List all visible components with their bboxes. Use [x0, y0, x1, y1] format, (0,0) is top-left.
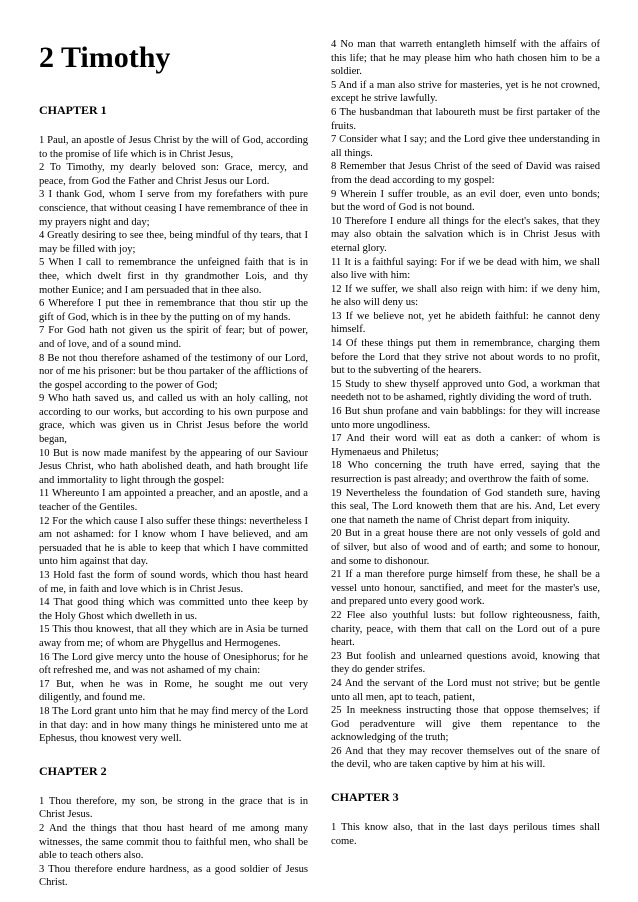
chapter-heading: CHAPTER 3: [331, 790, 399, 805]
chapter-section: [39, 102, 308, 746]
verse: 24 And the servant of the Lord must not strive; but be gentle unto all men, apt to teach, patient,: [331, 677, 600, 703]
verse: 10 Therefore I endure all things for the elect's sakes, that they may also obtain the salvation which is in Christ Jesus with eternal glory.: [331, 215, 600, 254]
verse-list: [39, 795, 308, 890]
chapter-heading: CHAPTER 2: [39, 763, 107, 778]
verse: 7 For God hath not given us the spirit of fear; but of power, and of love, and of a sound mind.: [39, 325, 308, 350]
verse: 11 It is a faithful saying: For if we be dead with him, we shall also live with him:: [331, 256, 600, 282]
verse: 18 The Lord grant unto him that he may find mercy of the Lord in that day: and in how many things he ministered unto me at Ephesus, thou knowest very well.: [39, 705, 308, 745]
right-column: [331, 38, 600, 848]
verse: 3 I thank God, whom I serve from my forefathers with pure conscience, that without ceasing I have remembrance of thee in my prayers night and day;: [39, 189, 308, 228]
verse: 9 Who hath saved us, and called us with an holy calling, not according to our works, but according to his own purpose and grace, which was given us in Christ Jesus before the world began,: [39, 393, 308, 446]
verse: 25 In meekness instructing those that oppose themselves; if God peradventure will give them repentance to the acknowledging of the truth;: [331, 705, 600, 744]
verse-list: [331, 38, 600, 772]
verse: 5 When I call to remembrance the unfeigned faith that is in thee, which dwelt first in thy grandmother Lois, and thy mother Eunice; and I am persuaded that in thee also.: [39, 257, 308, 296]
verse: 9 Wherein I suffer trouble, as an evil doer, even unto bonds; but the word of God is not bound.: [331, 188, 600, 214]
verse: 18 Who concerning the truth have erred, saying that the resurrection is past already; and overthrow the faith of some.: [331, 460, 600, 485]
verse: 17 But, when he was in Rome, he sought me out very diligently, and found me.: [39, 678, 308, 704]
chapter-section: [331, 38, 600, 772]
verse: 6 Wherefore I put thee in remembrance that thou stir up the gift of God, which is in thee by the putting on of my hands.: [39, 298, 308, 323]
verse: 23 But foolish and unlearned questions avoid, knowing that they do gender strifes.: [331, 650, 600, 676]
verse: 8 Be not thou therefore ashamed of the testimony of our Lord, nor of me his prisoner: but be thou partaker of the afflictions of the gospel according to the power of God;: [39, 352, 308, 391]
left-column: [39, 40, 308, 890]
verse: 3 Thou therefore endure hardness, as a good soldier of Jesus Christ.: [39, 863, 308, 889]
chapter-heading: CHAPTER 1: [39, 103, 107, 117]
verse: 12 If we suffer, we shall also reign with him: if we deny him, he also will deny us:: [331, 283, 600, 309]
right-column-sections: [331, 38, 600, 848]
verse: 13 Hold fast the form of sound words, which thou hast heard of me, in faith and love which is in Christ Jesus.: [39, 570, 308, 595]
verse: 20 But in a great house there are not only vessels of gold and of silver, but also of wood and of earth; and some to honour, and some to dishonour.: [331, 528, 600, 567]
verse-list: [331, 821, 600, 848]
verse: 14 Of these things put them in remembrance, charging them before the Lord that they strive not about words to no profit, but to the subverting of the hearers.: [331, 338, 600, 377]
verse: 15 Study to shew thyself approved unto God, a workman that needeth not to be ashamed, rightly dividing the word of truth.: [331, 378, 600, 404]
verse: 17 And their word will eat as doth a canker: of whom is Hymenaeus and Philetus;: [331, 433, 600, 458]
verse: 15 This thou knowest, that all they which are in Asia be turned away from me; of whom are Phygellus and Hermogenes.: [39, 624, 308, 649]
verse: 1 Thou therefore, my son, be strong in the grace that is in Christ Jesus.: [39, 795, 308, 821]
verse: 5 And if a man also strive for masteries, yet is he not crowned, except he strive lawfully.: [331, 79, 600, 105]
verse: 4 No man that warreth entangleth himself with the affairs of this life; that he may please him who hath chosen him to be a soldier.: [331, 39, 600, 78]
verse-list: [39, 134, 308, 746]
verse: 2 And the things that thou hast heard of me among many witnesses, the same commit thou to faithful men, who shall be able to teach others also.: [39, 822, 308, 862]
verse: 6 The husbandman that laboureth must be first partaker of the fruits.: [331, 106, 600, 132]
chapter-section: [331, 789, 600, 848]
verse: 22 Flee also youthful lusts: but follow righteousness, faith, charity, peace, with them that call on the Lord out of a pure heart.: [331, 609, 600, 649]
verse: 11 Whereunto I am appointed a preacher, and an apostle, and a teacher of the Gentiles.: [39, 488, 308, 514]
verse: 1 This know also, that in the last days perilous times shall come.: [331, 822, 600, 847]
verse: 14 That good thing which was committed unto thee keep by the Holy Ghost which dwelleth in us.: [39, 597, 308, 622]
verse: 16 The Lord give mercy unto the house of Onesiphorus; for he oft refreshed me, and was not ashamed of my chain:: [39, 651, 308, 677]
verse: 13 If we believe not, yet he abideth faithful: he cannot deny himself.: [331, 310, 600, 336]
verse: 26 And that they may recover themselves out of the snare of the devil, who are taken captive by him at his will.: [331, 745, 600, 771]
verse: 4 Greatly desiring to see thee, being mindful of thy tears, that I may be filled with joy;: [39, 230, 308, 255]
verse: 7 Consider what I say; and the Lord give thee understanding in all things.: [331, 134, 600, 159]
verse: 10 But is now made manifest by the appearing of our Saviour Jesus Christ, who hath abolished death, and hath brought life and immortality to light through the gospel:: [39, 447, 308, 486]
left-column-sections: [39, 102, 308, 890]
verse: 21 If a man therefore purge himself from these, he shall be a vessel unto honour, sanctified, and meet for the master's use, and prepared unto every good work.: [331, 569, 600, 608]
verse: 2 To Timothy, my dearly beloved son: Grace, mercy, and peace, from God the Father and Christ Jesus our Lord.: [39, 162, 308, 187]
verse: 8 Remember that Jesus Christ of the seed of David was raised from the dead according to my gospel:: [331, 161, 600, 186]
verse: 16 But shun profane and vain babblings: for they will increase unto more ungodliness.: [331, 406, 600, 431]
chapter-section: [39, 763, 308, 890]
verse: 1 Paul, an apostle of Jesus Christ by the will of God, according to the promise of life which is in Christ Jesus,: [39, 135, 308, 160]
verse: 19 Nevertheless the foundation of God standeth sure, having this seal, The Lord knoweth them that are his. And, Let every one that nameth the name of Christ depart from iniquity.: [331, 487, 600, 526]
verse: 12 For the which cause I also suffer these things: nevertheless I am not ashamed: for I know whom I have believed, and am persuaded that he is able to keep that which I have committed unto him against that day.: [39, 515, 308, 568]
book-title: 2 Timothy: [39, 41, 171, 74]
